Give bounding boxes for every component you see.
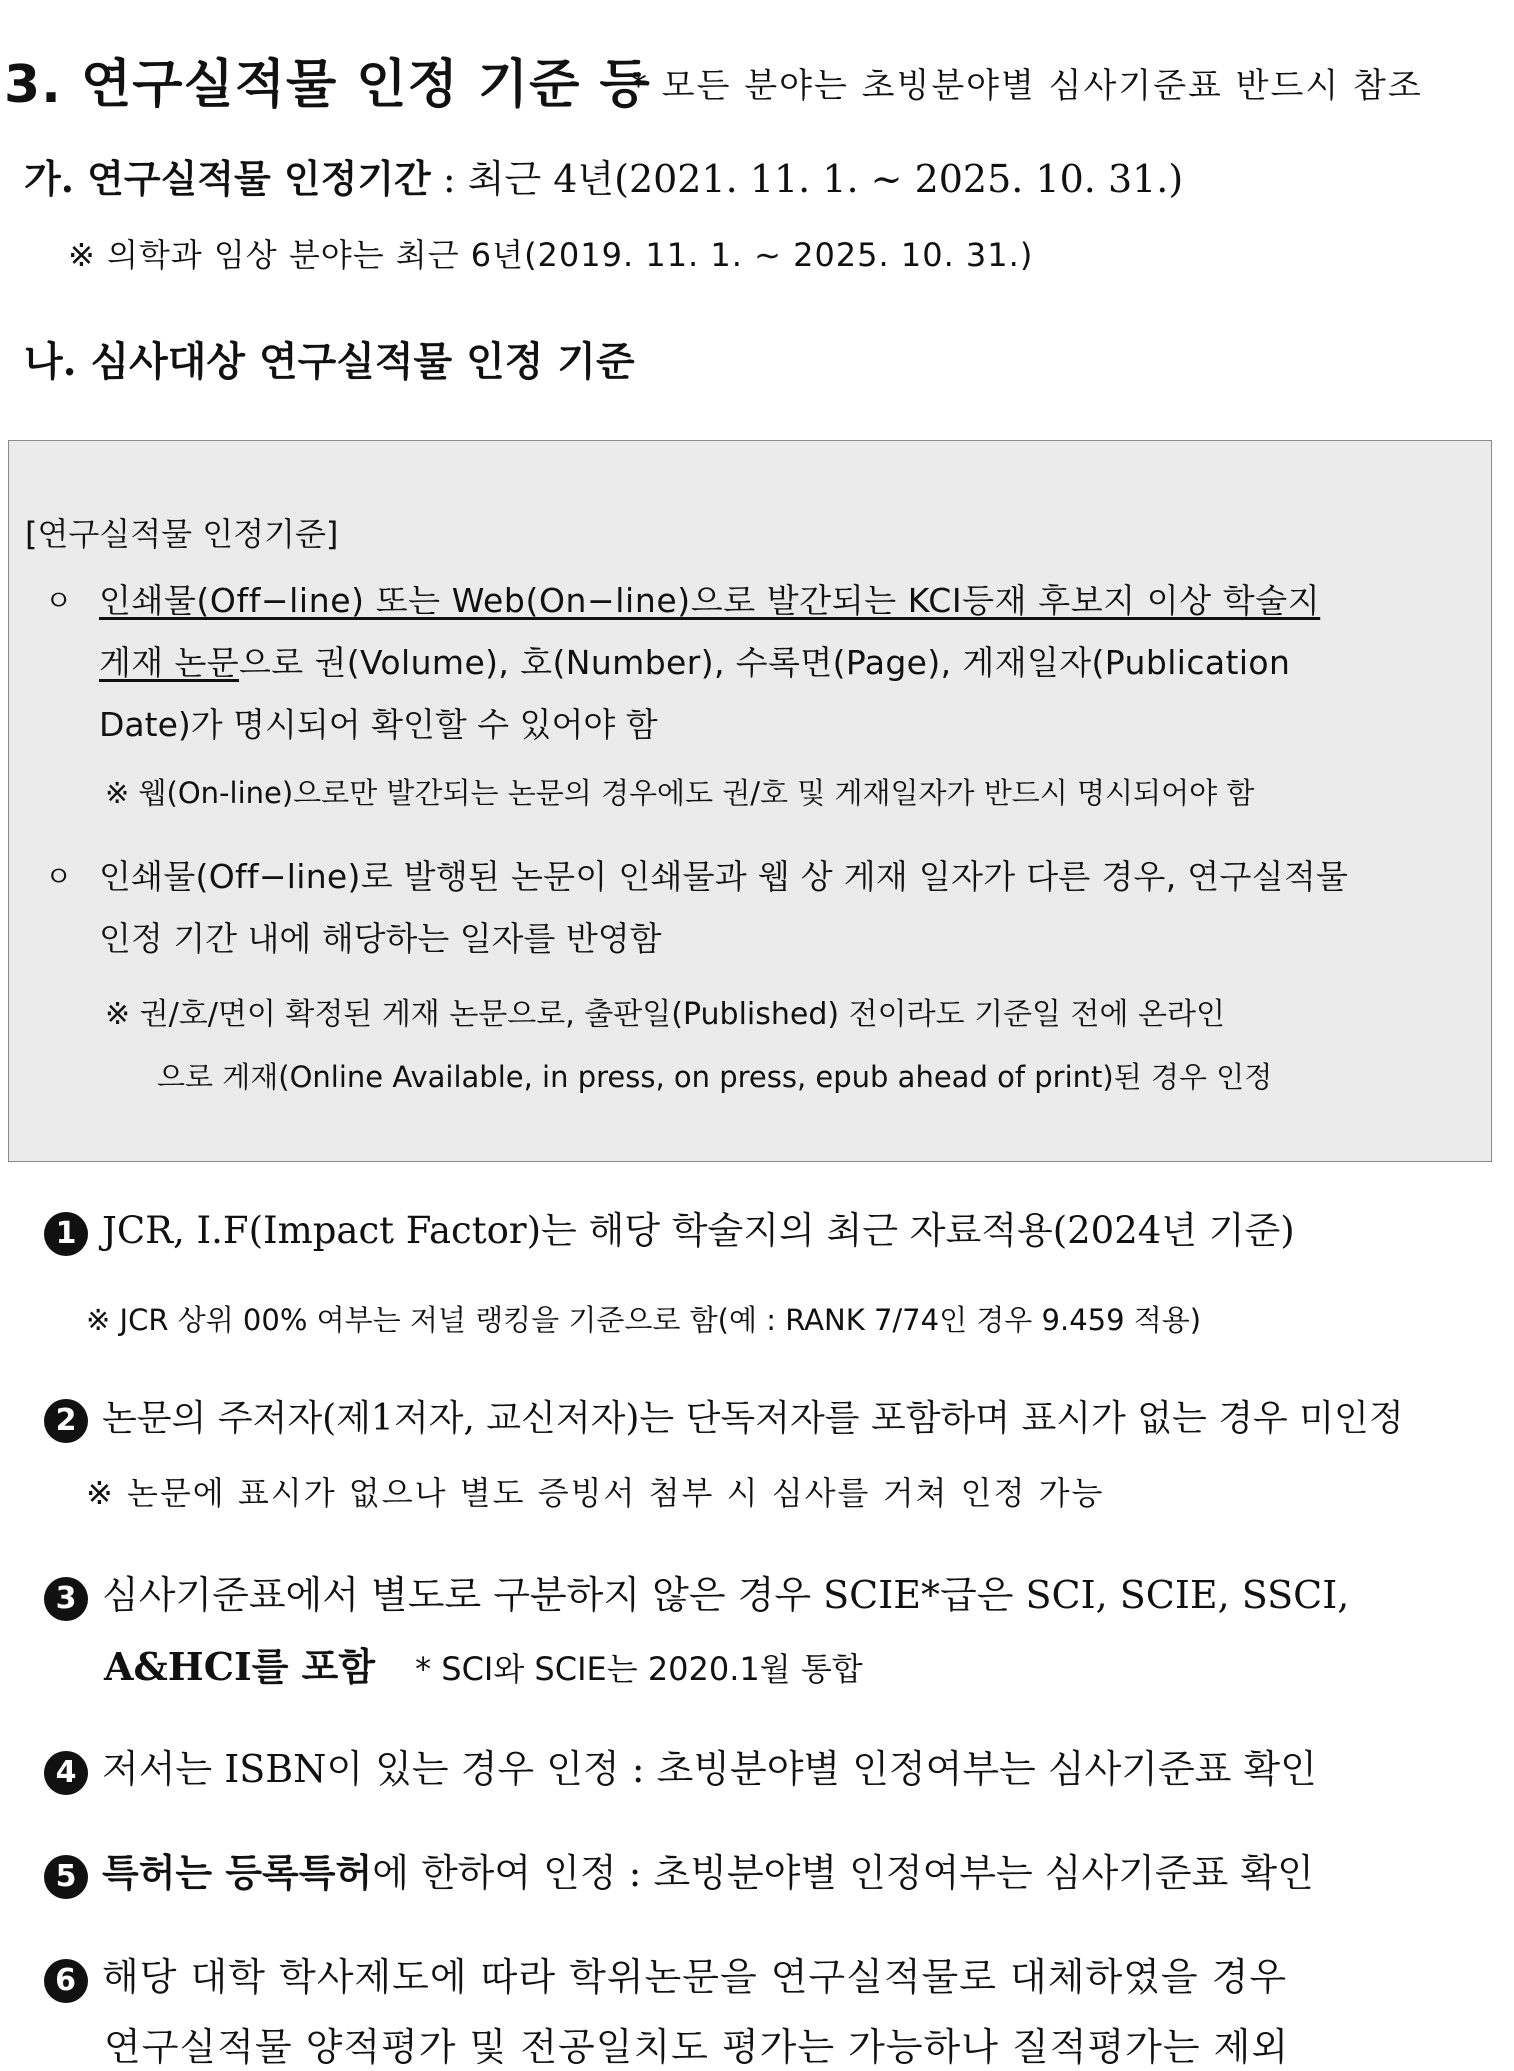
bullet1-line2-rest: 으로 권(Volume), 호(Number), 수록면(Page), 게재일자(Publication — [239, 643, 1291, 682]
item-number-badge: 4 — [44, 1751, 88, 1795]
item-2 — [44, 1390, 1404, 1443]
item-6 — [44, 1946, 1287, 2003]
criteria-box-title: [연구실적물 인정기준] — [25, 515, 339, 553]
bullet-marker: ㅇ — [45, 584, 73, 617]
item-3 — [44, 1564, 1349, 1621]
recognition-period-value: : 최근 4년(2021. 11. 1. ~ 2025. 10. 31.) — [430, 157, 1184, 201]
bullet1-line2 — [99, 637, 1290, 684]
section-heading: 3. 연구실적물 인정 기준 등 — [4, 55, 651, 115]
item-number-badge: 5 — [44, 1855, 88, 1899]
criteria-box — [8, 440, 1492, 1162]
item-4-text: 저서는 ISBN이 있는 경우 인정 : 초빙분야별 인정여부는 심사기준표 확인 — [102, 1747, 1317, 1791]
item-1-text: JCR, I.F(Impact Factor)는 해당 학술지의 최근 자료적용(2024년 기준) — [102, 1209, 1295, 1252]
bullet1-line3: Date)가 명시되어 확인할 수 있어야 함 — [99, 705, 658, 744]
item-4 — [44, 1738, 1317, 1795]
recognition-period-line — [24, 148, 1183, 203]
recognition-period-label: 가. 연구실적물 인정기간 — [24, 156, 431, 201]
item-3-text-line2: A&HCI를 포함 — [104, 1644, 376, 1689]
bullet1-line2-underlined: 게재 논문 — [99, 643, 240, 682]
bullet2-note-line2: 으로 게재(Online Available, in press, on press, epub ahead of print)된 경우 인정 — [157, 1060, 1273, 1094]
bullet2-line1: 인쇄물(Off−line)로 발행된 논문이 인쇄물과 웹 상 게재 일자가 다른 경우, 연구실적물 — [99, 857, 1349, 896]
item-5 — [44, 1842, 1314, 1899]
bullet2-note-line1: ※ 권/호/면이 확정된 게재 논문으로, 출판일(Published) 전이라도 기준일 전에 온라인 — [105, 997, 1225, 1032]
bullet-marker: ㅇ — [45, 860, 73, 893]
item-number-badge: 1 — [44, 1212, 88, 1256]
heading-reference-note: * 모든 분야는 초빙분야별 심사기준표 반드시 참조 — [630, 66, 1423, 106]
item-1-note: ※ JCR 상위 00% 여부는 저널 랭킹을 기준으로 함(예 : RANK 7/74인 경우 9.459 적용) — [86, 1303, 1202, 1337]
medical-field-period-note: ※ 의학과 임상 분야는 최근 6년(2019. 11. 1. ∼ 2025. 10. 31.) — [68, 236, 1034, 274]
item-3-text-line1: 심사기준표에서 별도로 구분하지 않은 경우 SCIE*급은 SCI, SCIE, SSCI, — [102, 1573, 1350, 1617]
item-5-text-bold: 특허는 등록특허 — [102, 1850, 373, 1895]
item-2-text: 논문의 주저자(제1저자, 교신저자)는 단독저자를 포함하며 표시가 없는 경우 미인정 — [102, 1398, 1404, 1439]
bullet1-note: ※ 웹(On-line)으로만 발간되는 논문의 경우에도 권/호 및 게재일자가 반드시 명시되어야 함 — [105, 776, 1255, 810]
item-3-line2 — [104, 1636, 863, 1691]
bullet2-line2: 인정 기간 내에 해당하는 일자를 반영함 — [99, 919, 662, 958]
item-6-text-line1: 해당 대학 학사제도에 따라 학위논문을 연구실적물로 대체하였을 경우 — [102, 1955, 1288, 1999]
item-number-badge: 3 — [44, 1577, 88, 1621]
item-3-note: * SCI와 SCIE는 2020.1월 통합 — [415, 1650, 863, 1688]
item-1 — [44, 1200, 1295, 1256]
item-5-text-rest: 에 한하여 인정 : 초빙분야별 인정여부는 심사기준표 확인 — [372, 1851, 1314, 1895]
item-number-badge: 2 — [44, 1399, 88, 1443]
criteria-subheading: 나. 심사대상 연구실적물 인정 기준 — [24, 338, 635, 385]
heading-row — [0, 42, 1514, 115]
item-number-badge: 6 — [44, 1959, 88, 2003]
item-2-note: ※ 논문에 표시가 없으나 별도 증빙서 첨부 시 심사를 거쳐 인정 가능 — [86, 1474, 1105, 1512]
bullet1-line1: 인쇄물(Off−line) 또는 Web(On−line)으로 발간되는 KCI등재 후보지 이상 학술지 — [99, 581, 1321, 620]
item-6-text-line2: 연구실적물 양적평가 및 전공일치도 평가는 가능하나 질적평가는 제외 — [104, 2025, 1290, 2069]
